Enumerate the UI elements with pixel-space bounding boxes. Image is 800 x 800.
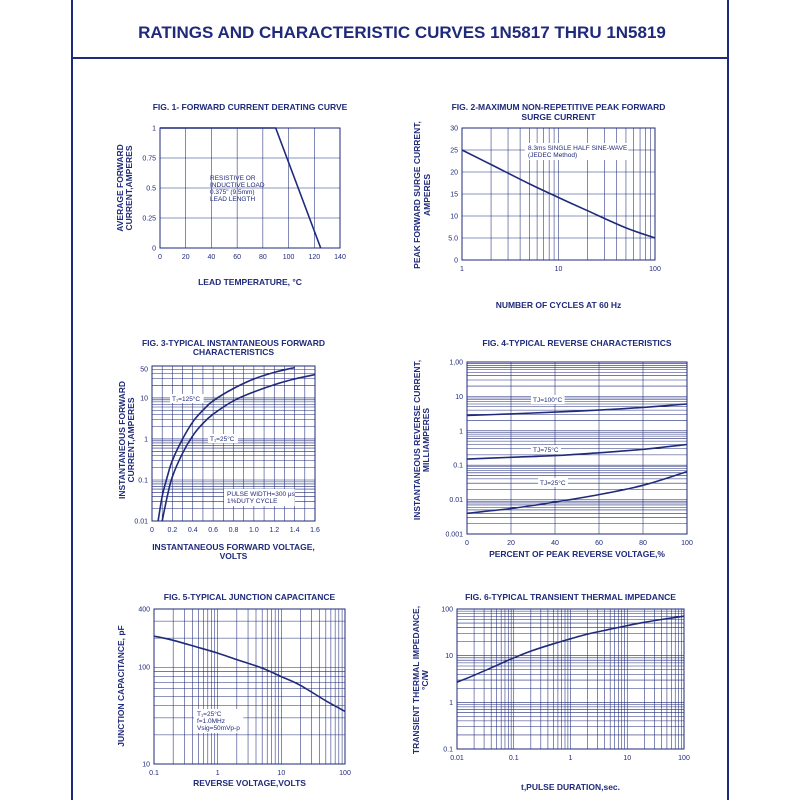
- fig4-x-tick-label: 80: [639, 540, 647, 547]
- fig6-x-tick-label: 1: [568, 755, 573, 762]
- fig5-y-label: JUNCTION CAPACITANCE, pF: [116, 625, 126, 747]
- fig1-y-label: CURRENT,AMPERES: [124, 145, 134, 231]
- fig1-y-tick-label: 0.25: [142, 215, 156, 223]
- fig2-y-label: PEAK FORWARD SURGE CURRENT,: [412, 121, 422, 269]
- fig5-x-label: REVERSE VOLTAGE,VOLTS: [193, 778, 306, 788]
- fig2-y-tick-label: 0: [454, 257, 458, 265]
- fig2-y-tick-label: 25: [450, 147, 458, 155]
- fig3-x-tick-label: 0.6: [208, 527, 218, 534]
- fig6-x-tick-label: 0.1: [508, 755, 519, 762]
- fig1-annotation: 0.375" (9.5mm): [210, 189, 255, 196]
- fig6-y-tick-label: 1: [449, 699, 453, 707]
- fig5-y-tick-label: 10: [142, 761, 150, 769]
- fig6-y-tick-label: 10: [445, 653, 453, 661]
- fig1-annotation: LEAD LENGTH: [210, 196, 256, 203]
- fig1-x-tick-label: 100: [282, 254, 295, 261]
- fig3-x-tick-label: 1.0: [249, 527, 259, 534]
- fig2-y-tick-label: 20: [450, 169, 458, 177]
- fig6-y-tick-label: 100: [441, 606, 453, 614]
- fig4-x-tick-label: 100: [681, 540, 693, 547]
- fig2-annotation: 8.3ms SINGLE HALF SINE-WAVE: [528, 145, 628, 152]
- fig3-y-tick-label: 0.1: [138, 477, 148, 485]
- fig4-series-label-3: TJ=25°C: [540, 480, 566, 487]
- fig4-x-tick-label: 60: [595, 540, 603, 547]
- fig1-y-tick-label: 0.5: [146, 185, 156, 193]
- fig2-y-tick-label: 30: [450, 125, 458, 133]
- fig2-x-label: NUMBER OF CYCLES AT 60 Hz: [495, 300, 622, 310]
- fig6-y-label: °C/W: [420, 670, 430, 690]
- fig2-y-tick-label: 10: [450, 213, 458, 221]
- fig3-x-tick-label: 1.2: [269, 527, 280, 534]
- fig2-chart: [412, 102, 665, 310]
- fig4-series-line-1: [467, 404, 687, 415]
- fig3-y-tick-label: 10: [140, 395, 148, 403]
- fig2-y-tick-label: 5.0: [448, 235, 458, 243]
- fig1-chart: [115, 102, 348, 287]
- fig5-series-line-1: [154, 636, 345, 711]
- charts-area: [115, 102, 693, 792]
- fig1-y-tick-label: 0.75: [142, 155, 156, 163]
- fig1-x-tick-label: 60: [233, 254, 242, 261]
- fig1-x-tick-label: 120: [308, 254, 321, 261]
- fig3-x-tick-label: 1.4: [289, 527, 300, 534]
- fig4-chart: [412, 338, 693, 559]
- fig3-annotation: 1%DUTY CYCLE: [227, 498, 278, 505]
- fig4-y-label: INSTANTANEOUS REVERSE CURRENT,: [412, 359, 422, 521]
- fig4-series-line-2: [467, 445, 687, 460]
- fig3-x-tick-label: 0.2: [167, 527, 178, 534]
- fig2-y-tick-label: 15: [450, 191, 458, 199]
- fig2-y-label: AMPERES: [422, 173, 432, 217]
- fig4-x-tick-label: 20: [507, 540, 515, 547]
- fig5-title: FIG. 5-TYPICAL JUNCTION CAPACITANCE: [163, 592, 336, 602]
- fig3-x-label: INSTANTANEOUS FORWARD VOLTAGE,: [152, 542, 315, 552]
- fig1-x-tick-label: 20: [181, 254, 190, 261]
- fig4-y-tick-label: 1,00: [449, 359, 463, 367]
- fig6-x-tick-label: 100: [678, 755, 690, 762]
- fig3-y-label: INSTANTANEOUS FORWARD: [117, 380, 127, 500]
- fig5-annotation: Vsig=50mVp-p: [197, 725, 240, 732]
- fig5-annotation: T₁=25°C: [197, 711, 222, 718]
- fig3-y-tick-label: 1: [144, 436, 148, 444]
- fig3-x-tick-label: 0.8: [228, 527, 239, 534]
- fig5-x-tick-label: 1: [215, 770, 220, 777]
- fig3-title: CHARACTERISTICS: [192, 347, 275, 357]
- fig3-x-tick-label: 1.6: [310, 527, 320, 534]
- fig6-x-label: t,PULSE DURATION,sec.: [520, 782, 621, 792]
- fig5-x-tick-label: 10: [277, 770, 286, 777]
- fig2-annotation: (JEDEC Method): [528, 152, 578, 159]
- fig5-chart: [116, 592, 351, 788]
- fig1-x-tick-label: 40: [207, 254, 216, 261]
- fig3-x-label: VOLTS: [219, 551, 248, 561]
- fig1-x-tick-label: 80: [258, 254, 267, 261]
- fig2-title: FIG. 2-MAXIMUM NON-REPETITIVE PEAK FORWARD: [451, 102, 666, 112]
- fig5-y-tick-label: 400: [138, 606, 150, 614]
- fig3-x-tick-label: 0: [150, 527, 154, 534]
- fig1-annotation: INDUCTIVE LOAD: [210, 182, 265, 189]
- page-title: RATINGS AND CHARACTERISTIC CURVES 1N5817 THRU 1N5819: [138, 23, 666, 42]
- fig4-y-tick-label: 0.001: [445, 531, 463, 539]
- fig1-x-label: LEAD TEMPERATURE, °C: [198, 277, 302, 287]
- fig1-x-tick-label: 140: [334, 254, 346, 261]
- fig4-series-label-1: TJ=100°C: [533, 397, 563, 404]
- fig6-y-label: TRANSIENT THERMAL IMPEDANCE,: [411, 605, 421, 755]
- fig6-x-tick-label: 10: [623, 755, 632, 762]
- fig3-series-label-1: T₁=125°C: [172, 396, 201, 403]
- fig4-x-label: PERCENT OF PEAK REVERSE VOLTAGE,%: [489, 549, 665, 559]
- fig5-annotation: f=1.0MHz: [197, 718, 225, 725]
- fig2-title: SURGE CURRENT: [521, 112, 596, 122]
- fig2-x-tick-label: 1: [460, 266, 464, 273]
- fig5-plot-frame: [154, 609, 345, 764]
- fig2-x-tick-label: 10: [554, 266, 563, 273]
- fig3-y-tick-label: 50: [140, 366, 148, 374]
- fig1-x-tick-label: 0: [158, 254, 162, 261]
- fig4-x-tick-label: 40: [551, 540, 559, 547]
- fig6-grid: [457, 609, 684, 749]
- fig4-y-tick-label: 0.1: [453, 462, 463, 470]
- fig1-annotation: RESISTIVE OR: [210, 175, 256, 182]
- fig1-title: FIG. 1- FORWARD CURRENT DERATING CURVE: [152, 102, 348, 112]
- fig5-y-tick-label: 100: [138, 664, 150, 672]
- fig4-y-tick-label: 1: [459, 428, 463, 436]
- fig6-chart: [411, 592, 690, 792]
- fig3-chart: [117, 338, 325, 561]
- fig1-y-tick-label: 0: [152, 245, 156, 253]
- fig6-title: FIG. 6-TYPICAL TRANSIENT THERMAL IMPEDANCE: [465, 592, 676, 602]
- fig4-y-tick-label: 0.01: [449, 497, 463, 505]
- fig2-x-tick-label: 100: [649, 266, 661, 273]
- fig3-y-label: CURRENT,AMPERES: [126, 397, 136, 483]
- fig4-title: FIG. 4-TYPICAL REVERSE CHARACTERISTICS: [482, 338, 672, 348]
- fig5-x-tick-label: 0.1: [149, 770, 159, 777]
- fig4-series-label-2: TJ=75°C: [533, 447, 559, 454]
- fig1-y-label: AVERAGE FORWARD: [115, 144, 125, 232]
- fig4-y-tick-label: 10: [455, 393, 463, 401]
- fig3-annotation: PULSE WIDTH=300 μs: [227, 491, 295, 498]
- fig4-y-label: MILLIAMPERES: [421, 407, 431, 473]
- fig6-x-tick-label: 0.01: [450, 755, 464, 762]
- fig3-title: FIG. 3-TYPICAL INSTANTANEOUS FORWARD: [141, 338, 326, 348]
- fig3-series-label-2: T₁=25°C: [210, 436, 235, 443]
- fig3-y-tick-label: 0.01: [134, 518, 148, 526]
- fig4-x-tick-label: 0: [465, 540, 469, 547]
- fig6-y-tick-label: 0.1: [443, 746, 453, 754]
- fig5-x-tick-label: 100: [339, 770, 351, 777]
- fig1-y-tick-label: 1: [152, 125, 156, 133]
- fig3-x-tick-label: 0.4: [187, 527, 198, 534]
- fig5-grid: [154, 609, 345, 764]
